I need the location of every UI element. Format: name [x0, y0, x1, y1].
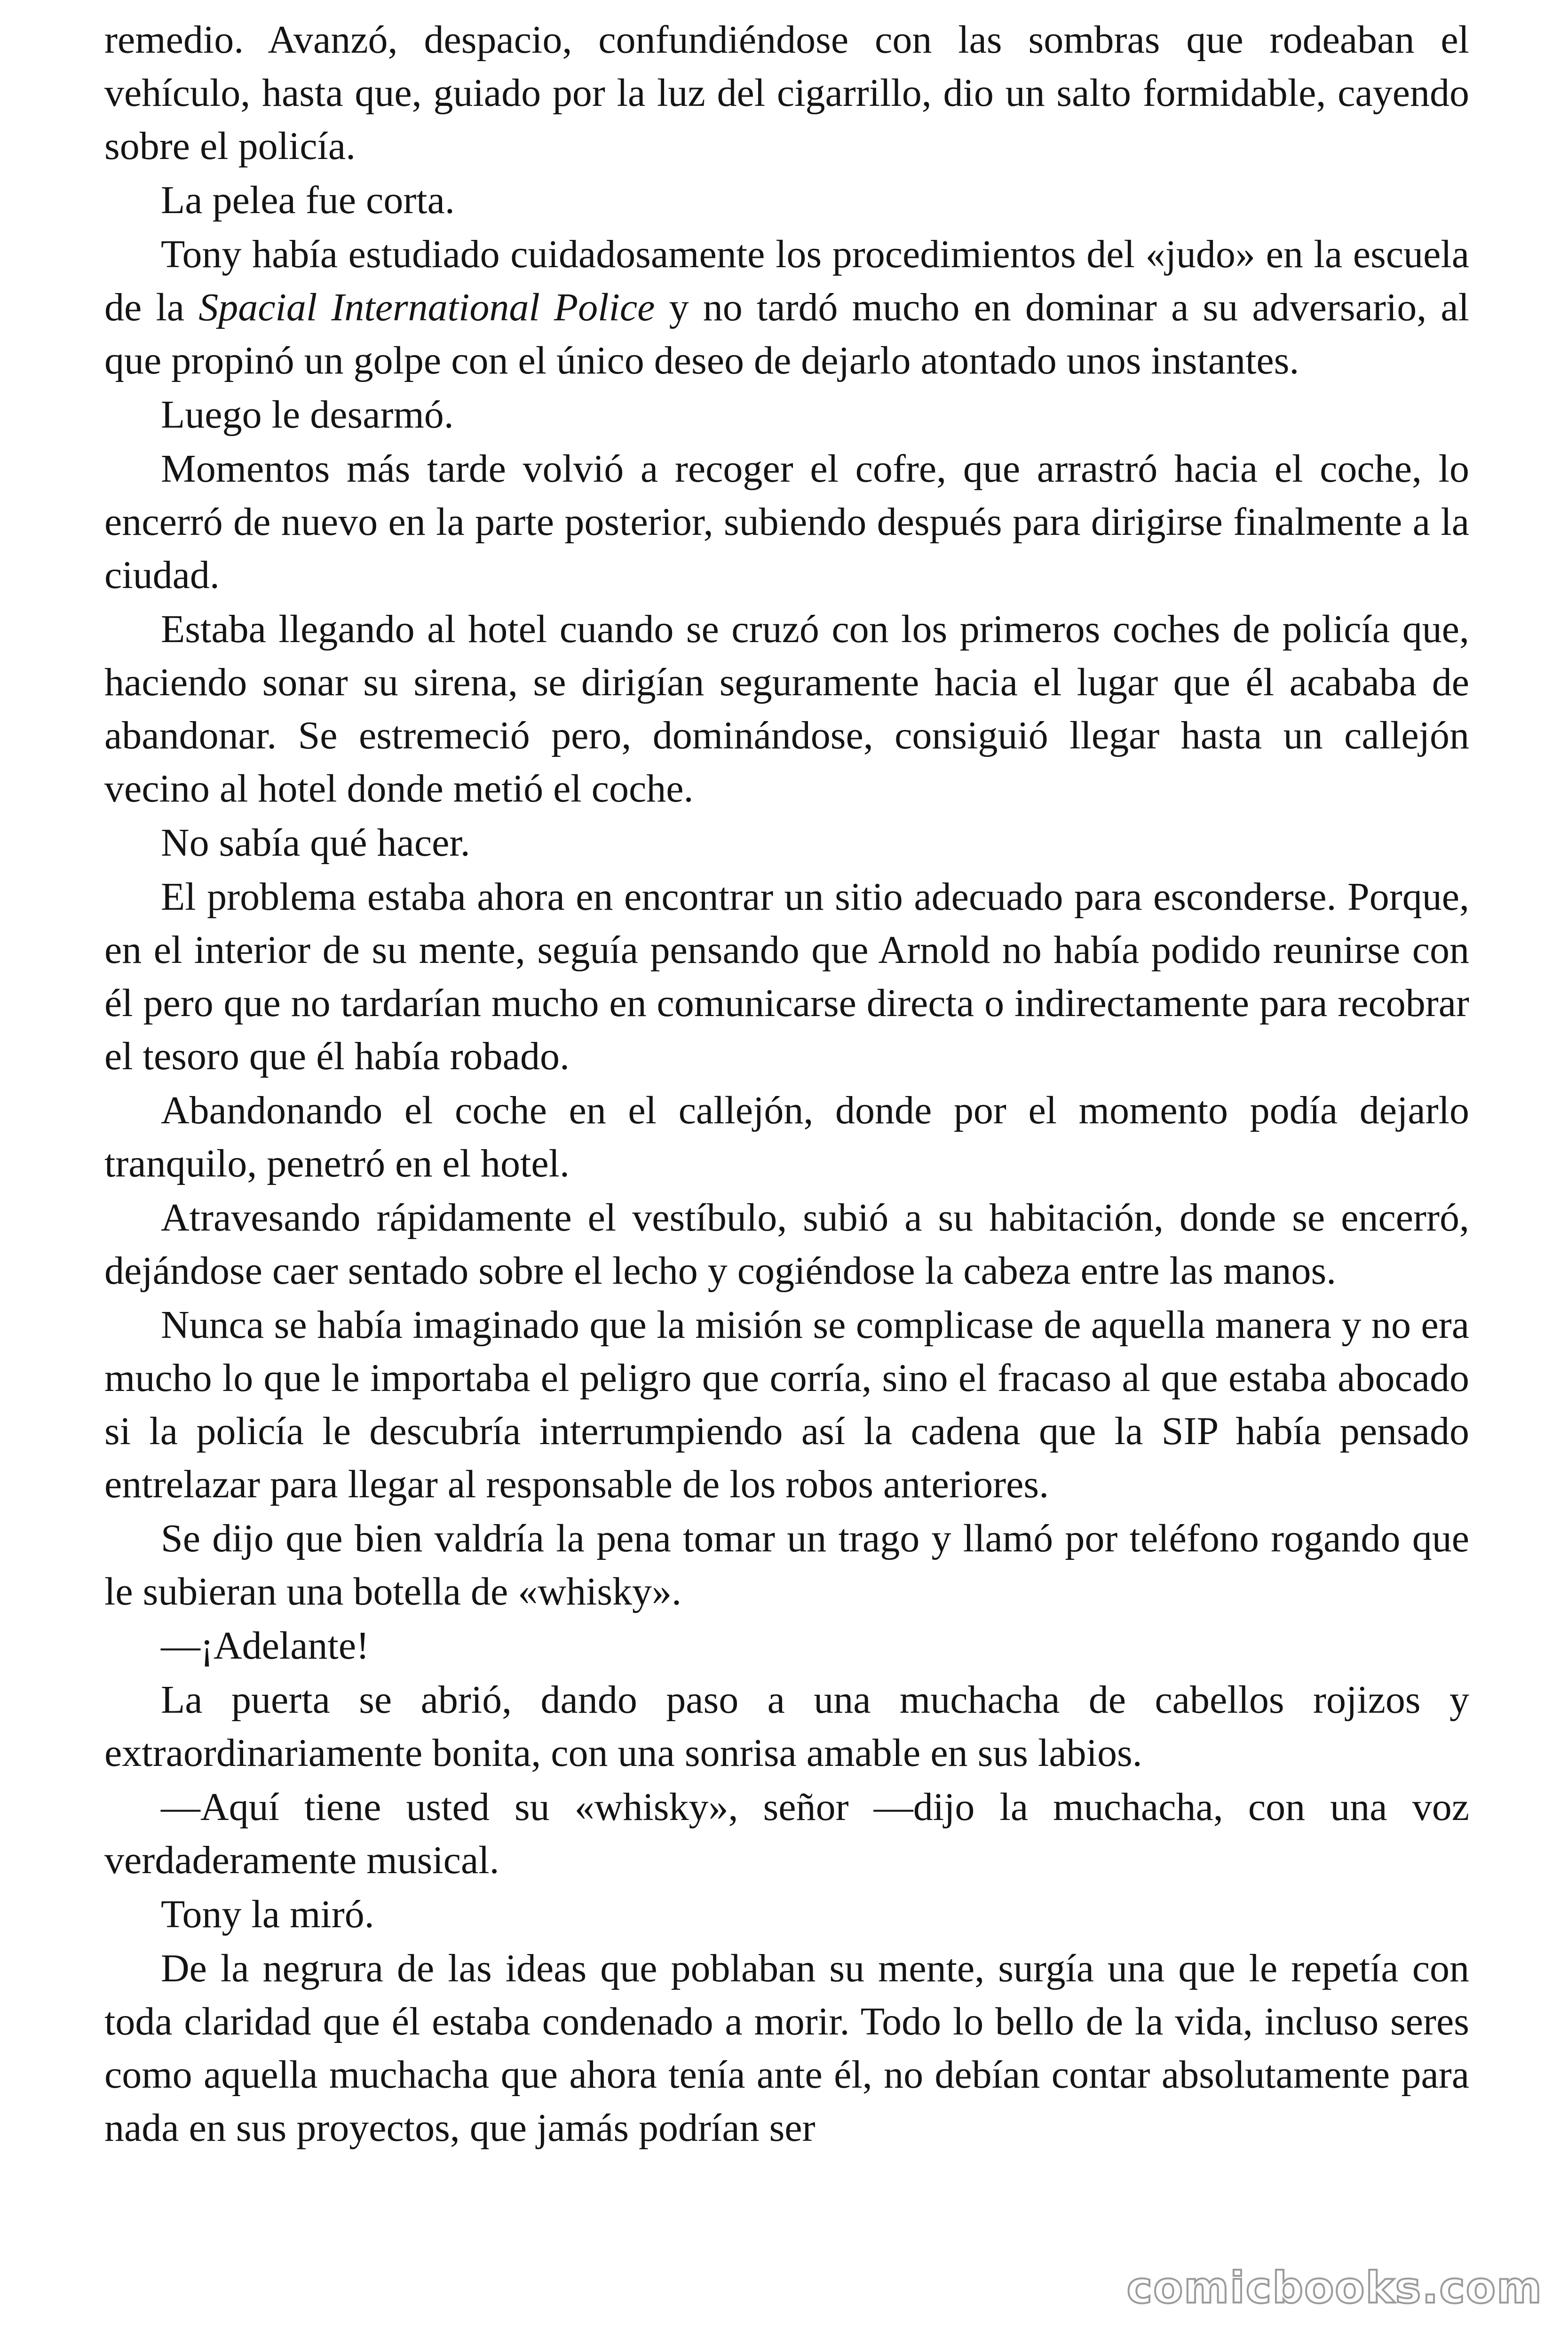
paragraph-2: La pelea fue corta.: [161, 178, 455, 222]
paragraph-13-dialogue: —¡Adelante!: [161, 1624, 370, 1668]
paragraph-6: Estaba llegando al hotel cuando se cruzó con los primeros coches de policía que, haciendo sonar su sirena, se dirigían seguramente hacia el lugar que él acababa de abandonar. Se estremeció pero, dominándose, consiguió llegar hasta un callejón vecino al hotel donde metió el coche.: [104, 607, 1469, 810]
paragraph-16: Tony la miró.: [161, 1892, 374, 1936]
paragraph-17: De la negrura de las ideas que poblaban su mente, surgía una que le repetía con toda claridad que él estaba condenado a morir. Todo lo bello de la vida, incluso seres como aquella muchacha que ahora tenía ante él, no debían contar absolutamente para nada en sus proyectos, que jamás podrían ser: [104, 1947, 1469, 2150]
text-body: [104, 13, 1469, 2154]
paragraph-4: Luego le desarmó.: [161, 393, 454, 437]
paragraph-1: remedio. Avanzó, despacio, confundiéndose con las sombras que rodeaban el vehículo, hasta que, guiado por la luz del cigarrillo, dio un salto formidable, cayendo sobre el policía.: [104, 18, 1469, 168]
paragraph-11: Nunca se había imaginado que la misión se complicase de aquella manera y no era mucho lo que le importaba el peligro que corría, sino el fracaso al que estaba abocado si la policía le descubría interrumpiendo así la cadena que la SIP había pensado entrelazar para llegar al responsable de los robos anteriores.: [104, 1303, 1469, 1506]
paragraph-10: Atravesando rápidamente el vestíbulo, subió a su habitación, donde se encerró, dejándose caer sentado sobre el lecho y cogiéndose la cabeza entre las manos.: [104, 1196, 1469, 1293]
paragraph-14: La puerta se abrió, dando paso a una muchacha de cabellos rojizos y extraordinariamente bonita, con una sonrisa amable en sus labios.: [104, 1678, 1469, 1775]
italic-organization-name: Spacial International Police: [198, 286, 655, 329]
paragraph-12: Se dijo que bien valdría la pena tomar un trago y llamó por teléfono rogando que le subieran una botella de «whisky».: [104, 1517, 1469, 1613]
paragraph-3-start: Tony había estudiado cuidadosamente los procedimientos del «judo» en la escuela de la: [104, 232, 1469, 329]
paragraph-5: Momentos más tarde volvió a recoger el cofre, que arrastró hacia el coche, lo encerró de nuevo en la parte posterior, subiendo después para dirigirse finalmente a la ciudad.: [104, 447, 1469, 597]
paragraph-9: Abandonando el coche en el callejón, donde por el momento podía dejarlo tranquilo, penetró en el hotel.: [104, 1089, 1469, 1185]
site-watermark: comicbooks.com: [1126, 2263, 1543, 2313]
paragraph-15-dialogue: —Aquí tiene usted su «whisky», señor —dijo la muchacha, con una voz verdaderamente musical.: [104, 1785, 1469, 1882]
paragraph-3-end: y no tardó mucho en dominar a su adversario, al que propinó un golpe con el único deseo de dejarlo atontado unos instantes.: [104, 286, 1469, 382]
paragraph-3: [104, 228, 1469, 387]
paragraph-7: No sabía qué hacer.: [161, 821, 470, 865]
paragraph-8: El problema estaba ahora en encontrar un sitio adecuado para esconderse. Porque, en el interior de su mente, seguía pensando que Arnold no había podido reunirse con él pero que no tardarían mucho en comunicarse directa o indirectamente para recobrar el tesoro que él había robado.: [104, 875, 1469, 1078]
